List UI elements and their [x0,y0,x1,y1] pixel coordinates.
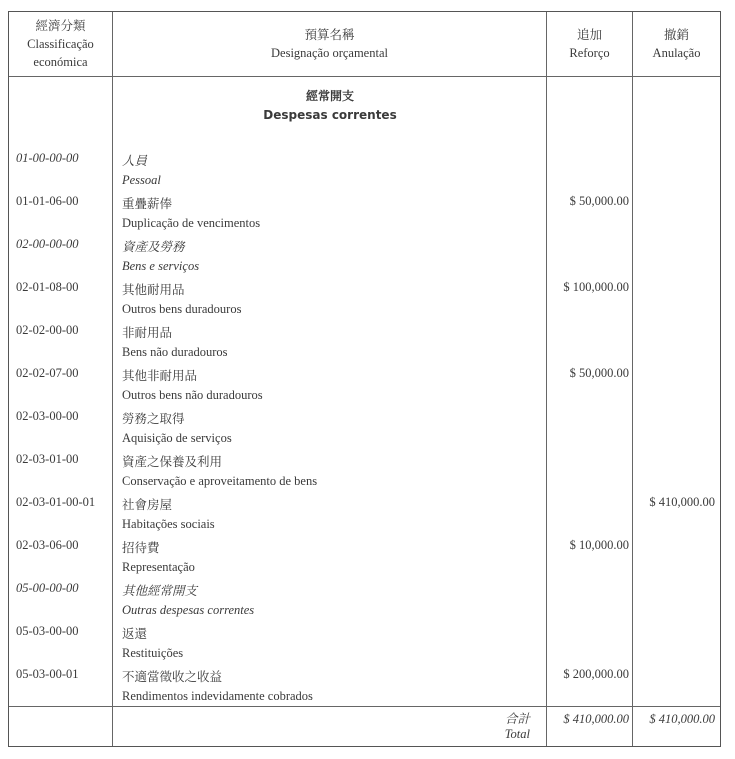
classification-code: 05-03-00-00 [16,624,79,638]
designation-pt: Pessoal [122,172,161,187]
designation-zh: 人員 [122,154,148,168]
designation-pt: Conservação e aproveitamento de bens [122,473,318,488]
column-divider [546,12,547,746]
header-reforco [547,12,632,76]
designation-pt: Representação [122,559,195,574]
reforco-amount: $ 10,000.00 [569,538,629,552]
header-text: 預算名稱 [304,28,355,42]
column-divider [632,12,633,746]
header-text: Classificação [27,37,94,51]
reforco-amount: $ 50,000.00 [569,366,629,380]
header-text: Designação orçamental [271,46,388,60]
designation-zh: 資產及勞務 [122,240,185,254]
classification-code: 05-03-00-01 [16,667,79,681]
total-divider [9,706,720,707]
designation-zh: 非耐用品 [122,326,173,340]
designation-zh: 重疊薪俸 [122,197,173,211]
classification-code: 05-00-00-00 [16,581,79,595]
designation-zh: 社會房屋 [122,498,173,512]
header-text: económica [33,55,88,69]
anulacao-amount: $ 410,000.00 [649,495,715,509]
designation-pt: Outras despesas correntes [122,602,255,617]
designation-pt: Habitações sociais [122,516,215,531]
total-label-zh: 合計 [504,712,530,726]
classification-code: 01-01-06-00 [16,194,79,208]
designation-zh: 其他非耐用品 [122,369,198,383]
total-reforco: $ 410,000.00 [563,712,629,726]
budget-table [8,11,721,747]
designation-pt: Outros bens não duradouros [122,387,263,402]
designation-zh: 其他經常開支 [122,584,198,598]
classification-code: 02-02-00-00 [16,323,79,337]
header-text: 追加 [576,28,602,42]
classification-code: 02-00-00-00 [16,237,79,251]
column-divider [112,12,113,746]
designation-zh: 其他耐用品 [122,283,185,297]
header-anulacao [633,12,720,76]
reforco-amount: $ 200,000.00 [563,667,629,681]
designation-zh: 勞務之取得 [122,412,185,426]
designation-pt: Restituições [122,645,184,660]
designation-pt: Bens não duradouros [122,344,228,359]
designation-zh: 不適當徵收之收益 [122,670,223,684]
classification-code: 02-03-06-00 [16,538,79,552]
designation-pt: Duplicação de vencimentos [122,215,261,230]
designation-pt: Rendimentos indevidamente cobrados [122,688,313,703]
section-title-pt: Despesas correntes [263,108,397,122]
reforco-amount: $ 100,000.00 [563,280,629,294]
total-label-pt: Total [504,727,530,741]
total-anulacao: $ 410,000.00 [649,712,715,726]
reforco-amount: $ 50,000.00 [569,194,629,208]
designation-pt: Outros bens duradouros [122,301,242,316]
classification-code: 02-01-08-00 [16,280,79,294]
classification-code: 01-00-00-00 [16,151,79,165]
designation-zh: 資產之保養及利用 [122,455,223,469]
total-label [505,712,530,742]
classification-code: 02-03-01-00-01 [16,495,96,509]
designation-zh: 返還 [122,627,148,641]
header-text: Anulação [652,46,701,60]
header-text: 經濟分類 [35,19,86,33]
designation-zh: 招待費 [122,541,160,555]
classification-code: 02-02-07-00 [16,366,79,380]
header-designation [113,12,546,76]
section-title-zh: 經常開支 [305,89,354,103]
designation-pt: Aquisição de serviços [122,430,232,445]
header-text: 撤銷 [663,28,689,42]
classification-code: 02-03-00-00 [16,409,79,423]
header-text: Reforço [569,46,610,60]
classification-code: 02-03-01-00 [16,452,79,466]
header-classification [9,12,112,76]
header-divider [9,76,720,77]
designation-pt: Bens e serviços [122,258,200,273]
